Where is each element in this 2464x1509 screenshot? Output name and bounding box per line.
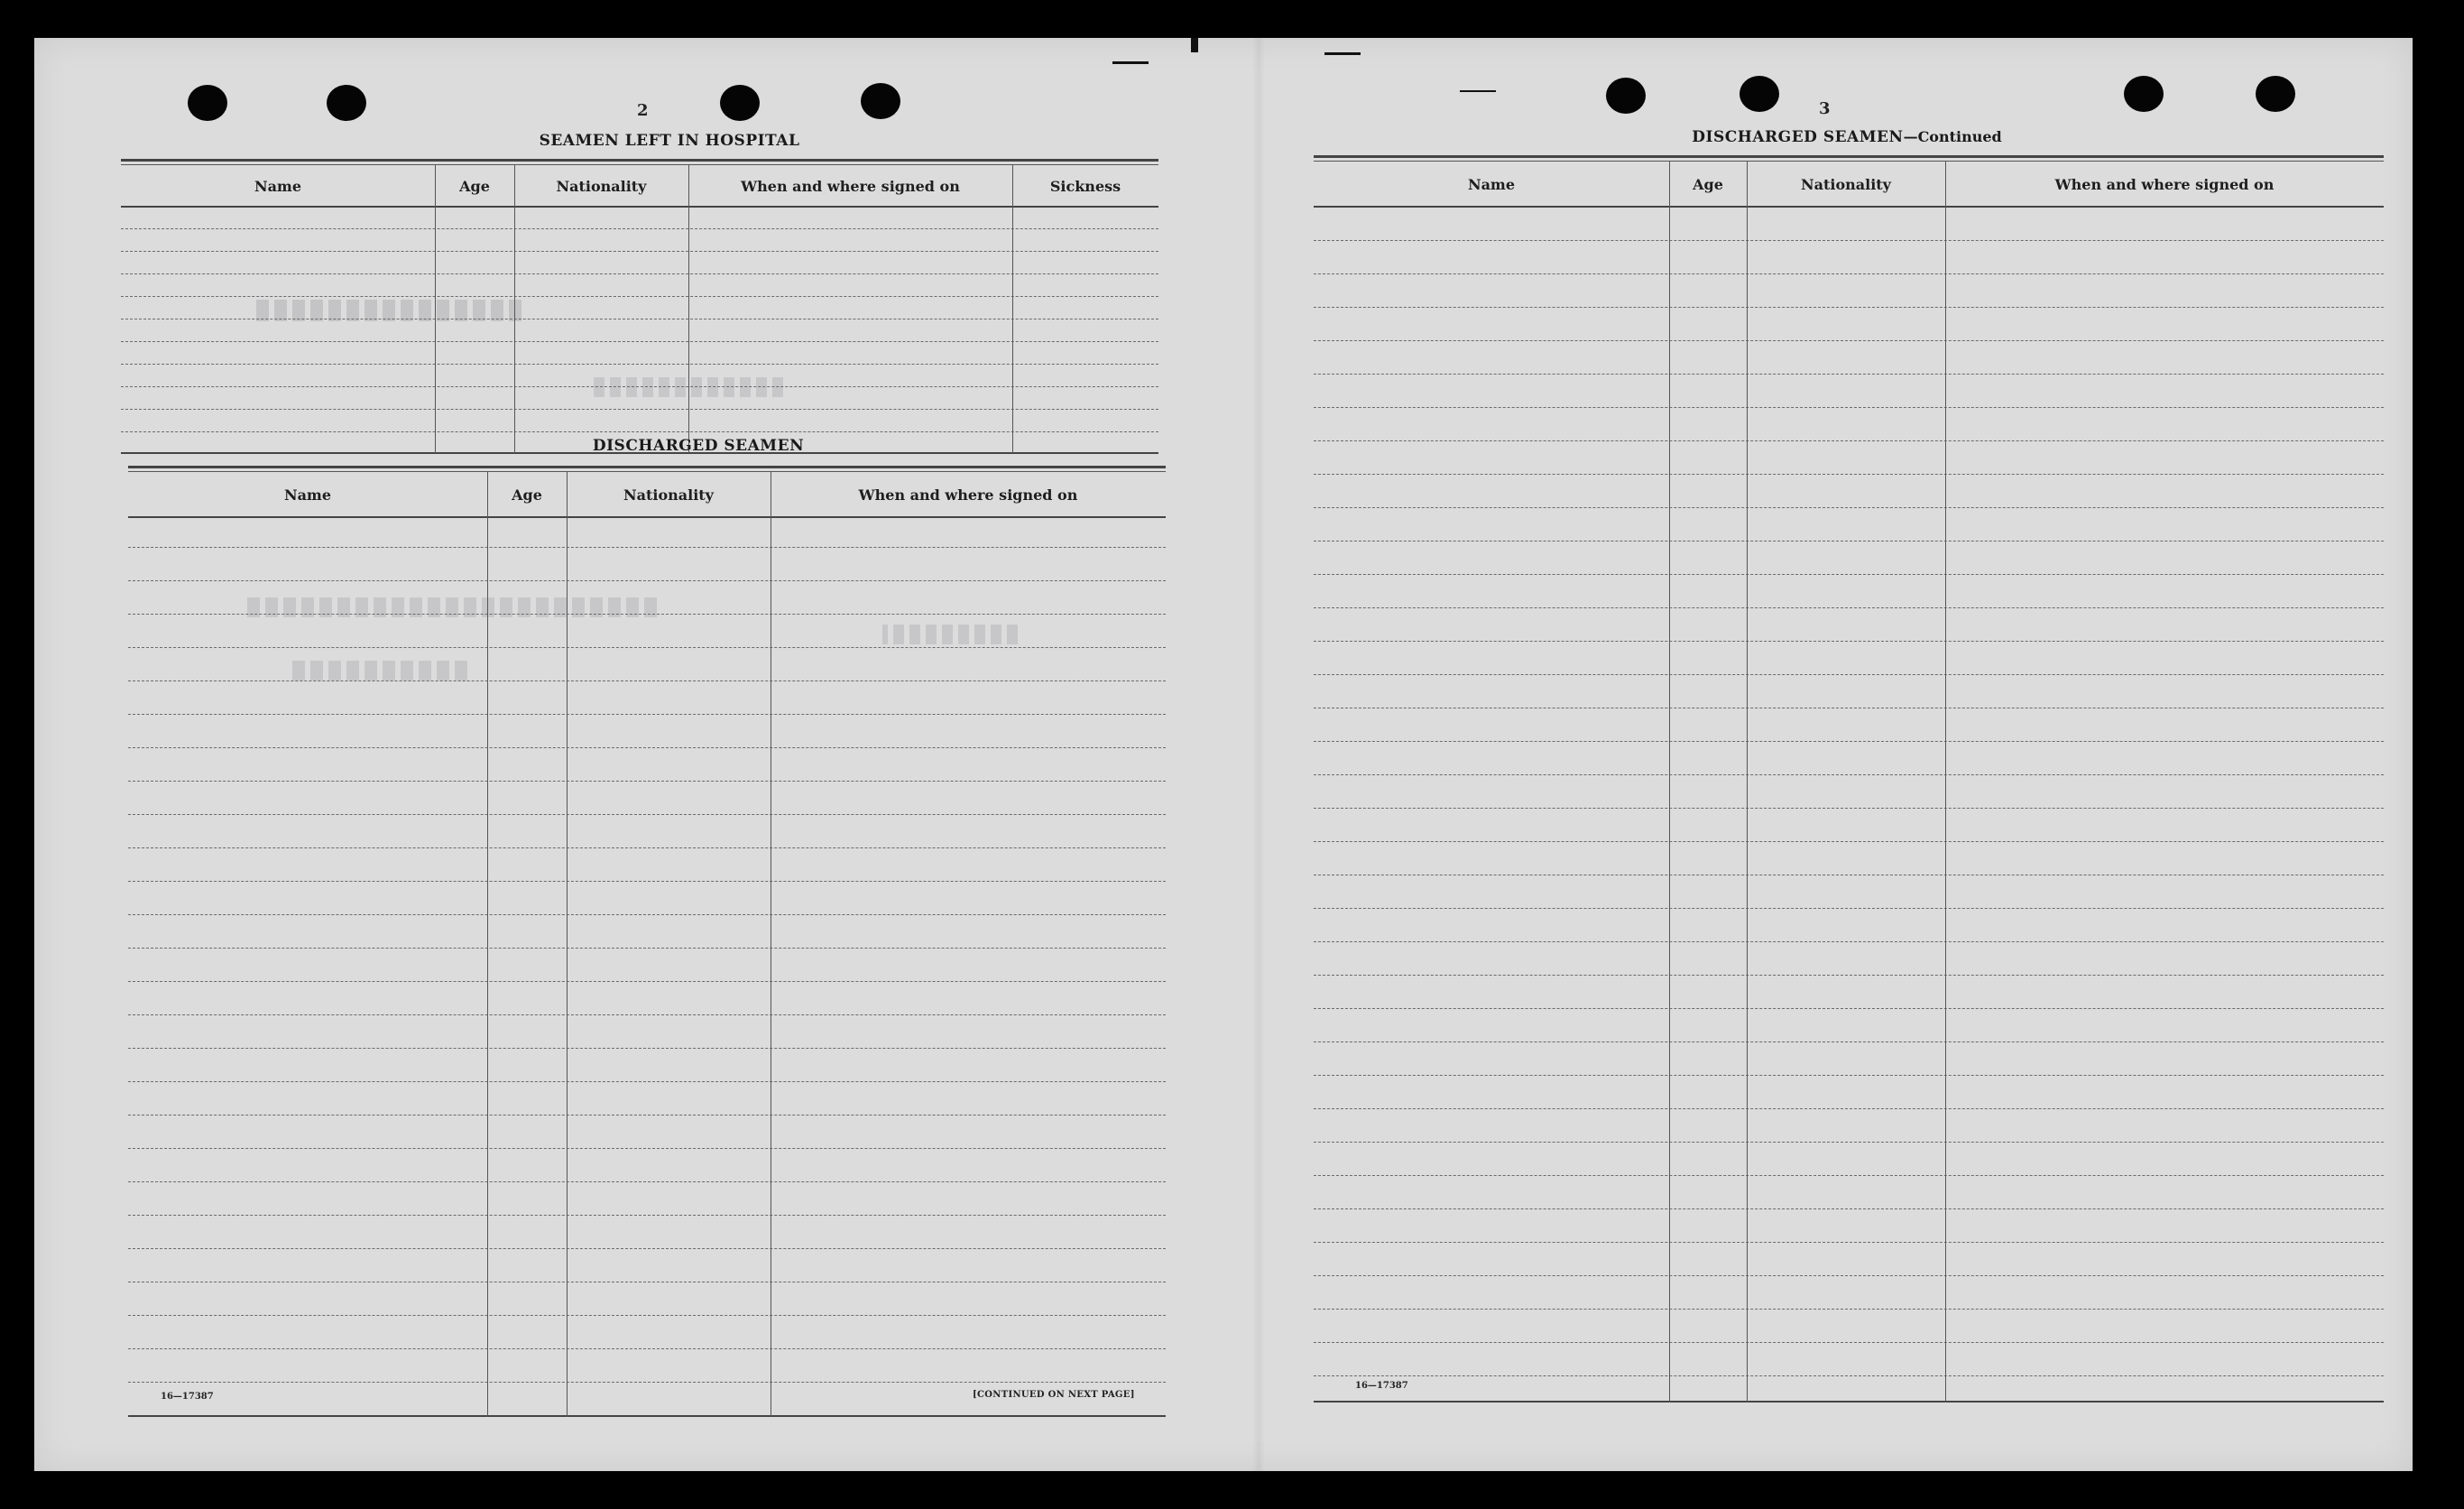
hospital-col-sickness: Sickness — [1049, 177, 1121, 195]
discharged-continued-title — [1314, 128, 2380, 146]
right-form-code: 16—17387 — [1355, 1381, 1408, 1391]
page-fold — [1252, 38, 1265, 1471]
hospital-section-title: SEAMEN LEFT IN HOSPITAL — [539, 132, 800, 150]
punch-hole — [1606, 78, 1646, 114]
discharged-col-signed-on: When and where signed on — [858, 486, 1078, 504]
discharged-section-title: DISCHARGED SEAMEN — [592, 437, 805, 455]
hospital-col-age: Age — [459, 177, 490, 195]
discharged-col-name: Name — [283, 486, 332, 504]
punch-hole — [1740, 76, 1779, 112]
scan-speck — [1460, 90, 1496, 92]
hospital-col-nationality: Nationality — [556, 177, 647, 195]
punch-hole — [861, 83, 900, 119]
discharged-continued-table — [1314, 155, 2384, 1406]
bleed-through-mark — [242, 597, 657, 617]
scan-speck — [1112, 61, 1149, 64]
punch-hole — [2256, 76, 2295, 112]
continued-col-name: Name — [1467, 175, 1516, 193]
left-form-code: 16—17387 — [161, 1392, 214, 1402]
scan-speck — [1324, 52, 1361, 55]
hospital-col-signed-on: When and where signed on — [741, 177, 960, 195]
punch-hole — [2124, 76, 2164, 112]
bleed-through-mark — [594, 377, 783, 397]
hospital-col-name: Name — [254, 177, 302, 195]
right-page-number: 3 — [1819, 99, 1831, 118]
punch-hole — [327, 85, 366, 121]
left-page-number: 2 — [637, 101, 649, 120]
bleed-through-mark — [287, 661, 467, 680]
discharged-col-nationality: Nationality — [623, 486, 714, 504]
continued-col-age: Age — [1693, 175, 1723, 193]
punch-hole — [720, 85, 760, 121]
ledger-sheet — [34, 38, 2413, 1471]
bleed-through-mark — [882, 625, 1018, 644]
discharged-continued-title-main: DISCHARGED SEAMEN — [1692, 128, 1904, 146]
discharged-continued-title-suffix: —Continued — [1903, 128, 2002, 145]
continued-note: [CONTINUED ON NEXT PAGE] — [973, 1390, 1135, 1400]
continued-col-nationality: Nationality — [1801, 175, 1891, 193]
scan-speck — [1191, 38, 1198, 52]
continued-col-signed-on: When and where signed on — [2054, 175, 2275, 193]
punch-hole — [188, 85, 227, 121]
bleed-through-mark — [251, 300, 521, 321]
discharged-col-age: Age — [512, 486, 542, 504]
